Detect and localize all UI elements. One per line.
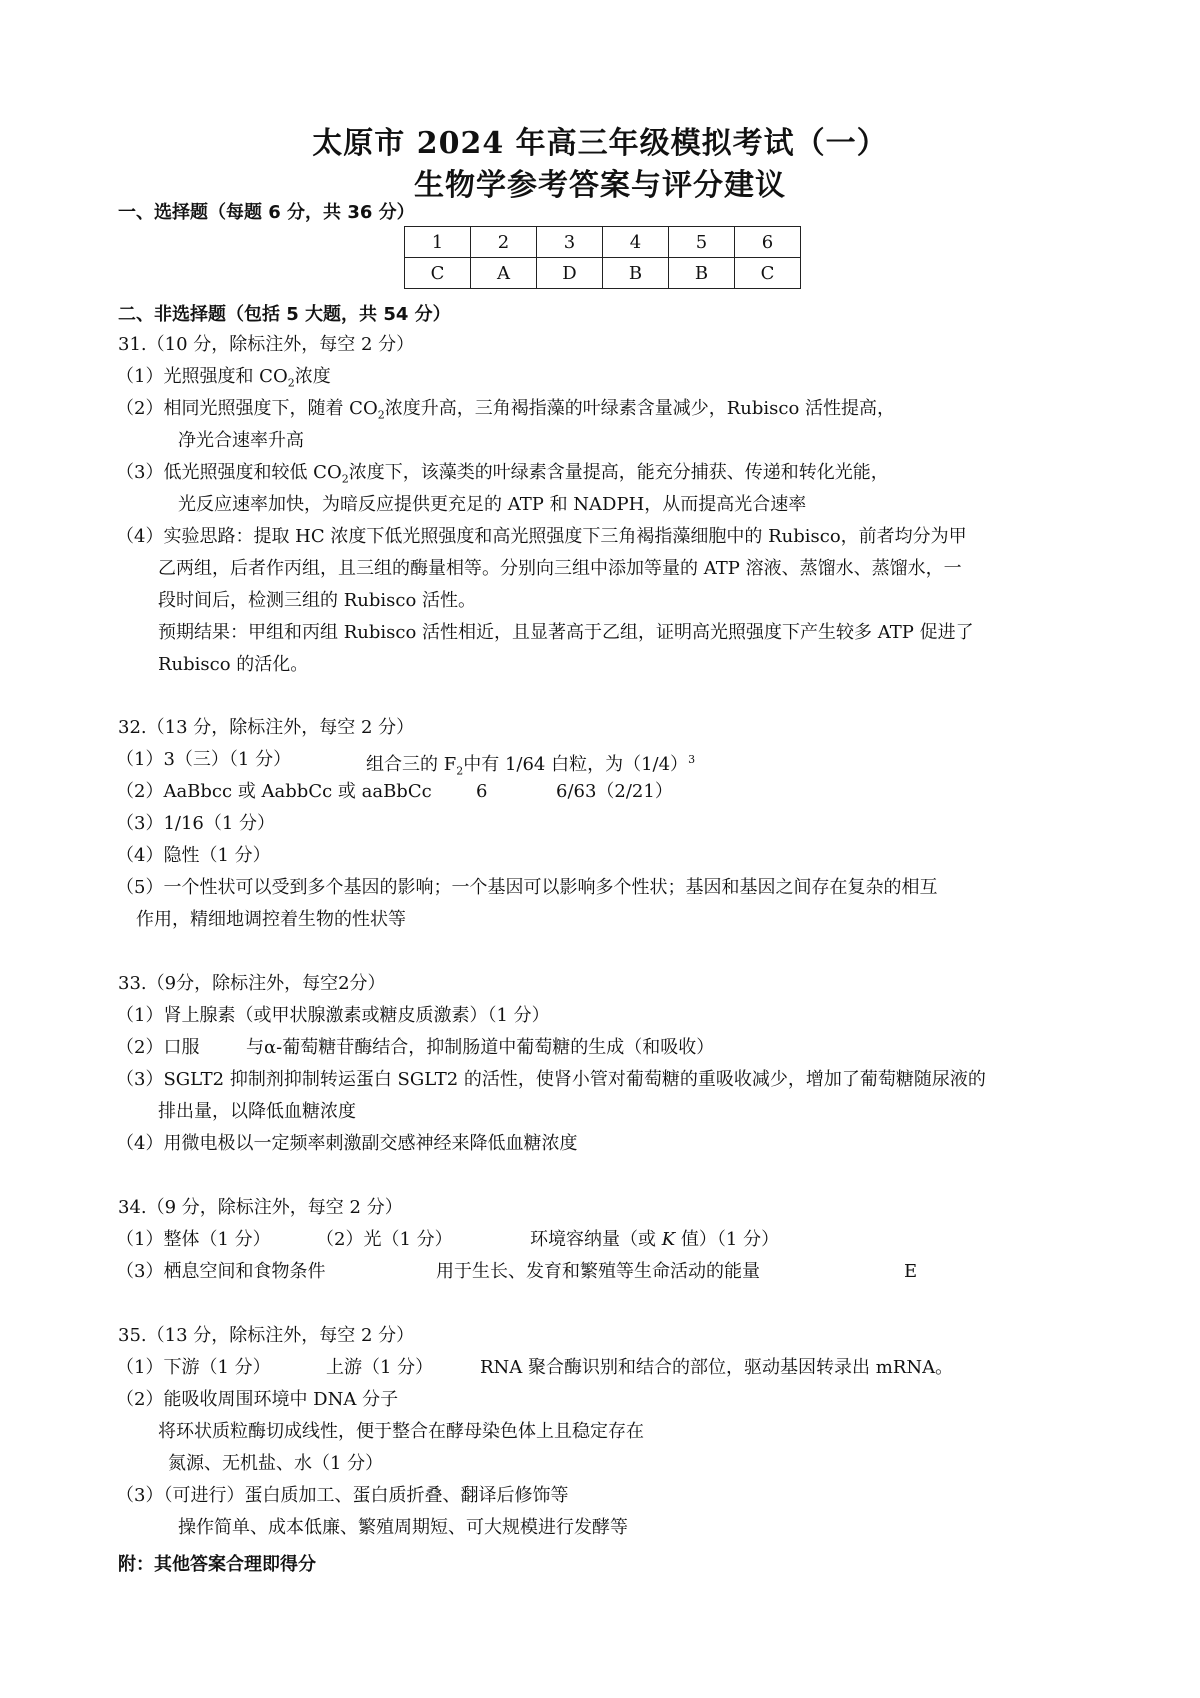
- q33-answer-1: （1）肾上腺素（或甲状腺激素或糖皮质激素）（1 分）: [116, 1005, 550, 1026]
- q32-a1-text: 中有 1/64 白粒，为（1/4）: [463, 754, 689, 775]
- q31-header: 31.（10 分，除标注外，每空 2 分）: [118, 334, 415, 355]
- mcq-number: 4: [603, 227, 669, 258]
- q34-answer-3-part3: E: [904, 1261, 918, 1282]
- q32-answer-2-part2: 6: [476, 781, 488, 802]
- mcq-answer: B: [669, 258, 735, 289]
- q34-answer-1: （1）整体（1 分）: [116, 1229, 271, 1250]
- subscript: 2: [341, 472, 349, 486]
- q31-answer-2-line1: [116, 397, 895, 428]
- mcq-answer-table: [404, 226, 801, 289]
- mcq-answer: B: [603, 258, 669, 289]
- q32-answer-1-part1: （1）3（三）（1 分）: [116, 749, 292, 770]
- page-subtitle: 生物学参考答案与评分建议: [414, 168, 786, 203]
- q33-answer-3-line1: （3）SGLT2 抑制剂抑制转运蛋白 SGLT2 的活性，使肾小管对葡萄糖的重吸收减少，增加了葡萄糖随尿液的: [116, 1069, 986, 1090]
- q34-answer-2-part2: [530, 1228, 779, 1252]
- q31-answer-4-line1: （4）实验思路：提取 HC 浓度下低光照强度和高光照强度下三角褐指藻细胞中的 Rubisco，前者均分为甲: [116, 526, 967, 547]
- mcq-number: 5: [669, 227, 735, 258]
- q31-answer-4-line3: 段时间后，检测三组的 Rubisco 活性。: [158, 590, 477, 611]
- q31-a1-text: 浓度: [294, 366, 331, 387]
- mcq-number: 6: [735, 227, 801, 258]
- section2-heading: 二、非选择题（包括 5 大题，共 54 分）: [118, 304, 451, 325]
- mcq-answer-row: [405, 258, 801, 289]
- mcq-number: 2: [471, 227, 537, 258]
- q34-answer-3-part1: （3）栖息空间和食物条件: [116, 1261, 326, 1282]
- page-title: 太原市 2024 年高三年级模拟考试（一）: [312, 126, 888, 161]
- q33-answer-2-part2: 与α-葡萄糖苷酶结合，抑制肠道中葡萄糖的生成（和吸收）: [246, 1037, 715, 1058]
- mcq-answer: A: [471, 258, 537, 289]
- subscript: 2: [287, 376, 295, 390]
- q32-answer-5-line2: 作用，精细地调控着生物的性状等: [136, 909, 406, 930]
- q32-answer-3: （3）1/16（1 分）: [116, 813, 276, 834]
- q33-answer-2-part1: （2）口服: [116, 1037, 200, 1058]
- q31-a2-text: （2）相同光照强度下，随着 CO: [116, 398, 378, 419]
- mcq-answer: C: [735, 258, 801, 289]
- q31-answer-4-line4: 预期结果：甲组和丙组 Rubisco 活性相近，且显著高于乙组，证明高光照强度下产生较多 ATP 促进了: [158, 622, 974, 643]
- q34-answer-2: （2）光（1 分）: [316, 1229, 453, 1250]
- subscript: 2: [377, 408, 385, 422]
- q35-answer-3-line2: 操作简单、成本低廉、繁殖周期短、可大规模进行发酵等: [178, 1517, 628, 1538]
- q32-answer-2-part3: 6/63（2/21）: [556, 781, 673, 802]
- q32-answer-5-line1: （5）一个性状可以受到多个基因的影响；一个基因可以影响多个性状；基因和基因之间存在复杂的相互: [116, 877, 938, 898]
- q31-answer-1: [116, 365, 331, 396]
- q34-answer-3-part2: 用于生长、发育和繁殖等生命活动的能量: [436, 1261, 760, 1282]
- q32-a1-text: 组合三的 F: [366, 754, 457, 775]
- q32-header: 32.（13 分，除标注外，每空 2 分）: [118, 717, 415, 738]
- q31-answer-3-line2: 光反应速率加快，为暗反应提供更充足的 ATP 和 NADPH，从而提高光合速率: [178, 494, 807, 515]
- mcq-answer: C: [405, 258, 471, 289]
- q35-answer-1-part3: RNA 聚合酶识别和结合的部位，驱动基因转录出 mRNA。: [480, 1357, 954, 1378]
- q34-header: 34.（9 分，除标注外，每空 2 分）: [118, 1197, 403, 1218]
- superscript: 3: [688, 753, 696, 766]
- mcq-number: 3: [537, 227, 603, 258]
- q35-answer-3-line1: （3）（可进行）蛋白质加工、蛋白质折叠、翻译后修饰等: [116, 1485, 569, 1506]
- q33-answer-4: （4）用微电极以一定频率刺激副交感神经来降低血糖浓度: [116, 1133, 578, 1154]
- q35-answer-1-part2: 上游（1 分）: [326, 1357, 434, 1378]
- q31-answer-3-line1: [116, 461, 889, 492]
- q31-answer-2-line2: 净光合速率升高: [178, 430, 304, 451]
- mcq-number-row: [405, 227, 801, 258]
- q34-a2-text: 值）（1 分）: [675, 1229, 780, 1250]
- footer-note: 附：其他答案合理即得分: [118, 1554, 316, 1575]
- q33-header: 33.（9分，除标注外，每空2分）: [118, 973, 386, 994]
- q31-a3-text: （3）低光照强度和较低 CO: [116, 462, 342, 483]
- q35-answer-1-part1: （1）下游（1 分）: [116, 1357, 271, 1378]
- q31-a2-text: 浓度升高，三角褐指藻的叶绿素含量减少，Rubisco 活性提高，: [384, 398, 896, 419]
- q35-answer-2-line2: 将环状质粒酶切成线性，便于整合在酵母染色体上且稳定存在: [158, 1421, 644, 1442]
- q32-answer-1-part2: [366, 748, 695, 784]
- q31-a3-text: 浓度下，该藻类的叶绿素含量提高，能充分捕获、传递和转化光能，: [348, 462, 889, 483]
- q35-answer-2-line1: （2）能吸收周围环境中 DNA 分子: [116, 1389, 399, 1410]
- q35-header: 35.（13 分，除标注外，每空 2 分）: [118, 1325, 415, 1346]
- q34-a2-text: 环境容纳量（或: [530, 1229, 662, 1250]
- mcq-number: 1: [405, 227, 471, 258]
- q31-answer-4-line5: Rubisco 的活化。: [158, 654, 309, 675]
- q32-answer-2-part1: （2）AaBbcc 或 AabbCc 或 aaBbCc: [116, 781, 432, 802]
- q31-answer-4-line2: 乙两组，后者作丙组，且三组的酶量相等。分别向三组中添加等量的 ATP 溶液、蒸馏水、蒸馏水，一: [158, 558, 962, 579]
- mcq-answer: D: [537, 258, 603, 289]
- section1-heading: 一、选择题（每题 6 分，共 36 分）: [118, 202, 415, 223]
- q34-k-symbol: K: [661, 1229, 676, 1250]
- q32-answer-4: （4）隐性（1 分）: [116, 845, 271, 866]
- q31-a1-text: （1）光照强度和 CO: [116, 366, 288, 387]
- subscript: 2: [456, 764, 464, 778]
- q33-answer-3-line2: 排出量，以降低血糖浓度: [158, 1101, 356, 1122]
- q35-answer-2-line3: 氮源、无机盐、水（1 分）: [168, 1453, 384, 1474]
